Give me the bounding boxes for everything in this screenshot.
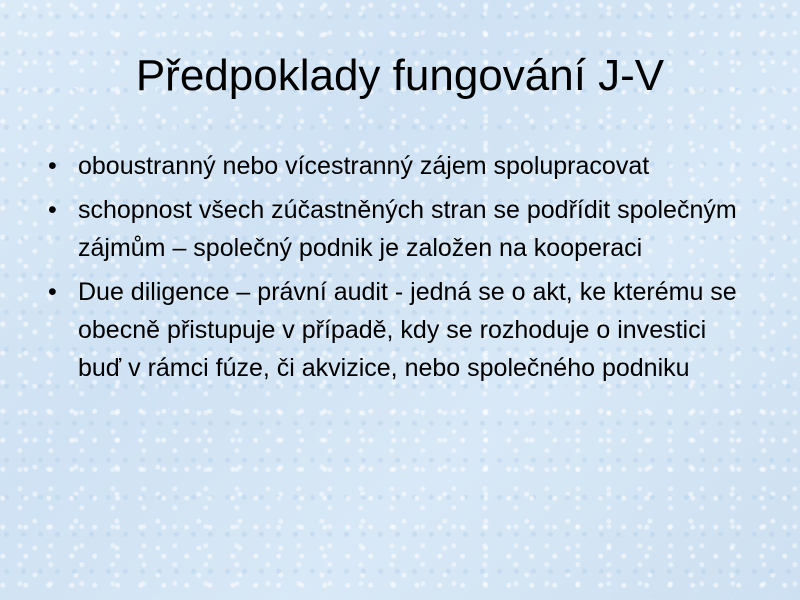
- bullet-text: Due diligence – právní audit - jedná se o akt, ke kterému se obecně přistupuje v případě, kdy se rozhoduje o investici buď v rámci fúze, či akvizice, nebo společného podniku: [78, 278, 737, 382]
- bullet-dot-icon: •: [48, 152, 57, 180]
- bullet-text: oboustranný nebo vícestranný zájem spolupracovat: [78, 152, 650, 180]
- slide-title: Předpoklady fungování J-V: [135, 51, 665, 100]
- bullet-dot-icon: •: [48, 278, 57, 306]
- bullet-dot-icon: •: [48, 196, 57, 224]
- bullet-list: [46, 147, 746, 393]
- bullet-text: schopnost všech zúčastněných stran se podřídit společným zájmům – společný podnik je založen na kooperaci: [78, 196, 737, 262]
- bullet-item-1: [46, 147, 746, 185]
- bullet-item-2: [46, 191, 746, 267]
- bullet-item-3: [46, 273, 746, 387]
